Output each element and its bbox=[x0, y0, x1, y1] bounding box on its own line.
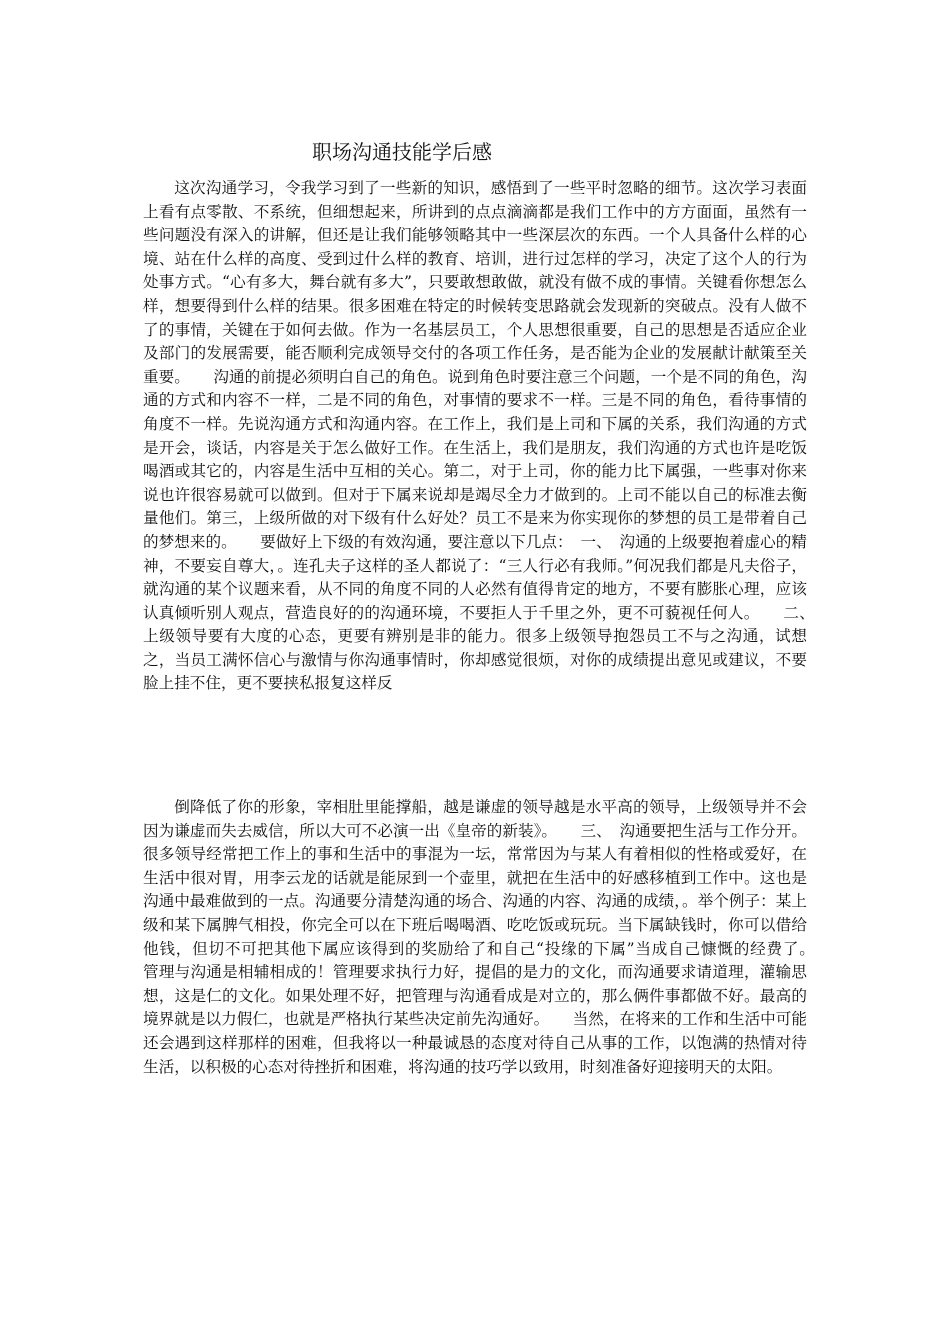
paragraph-2: 倒降低了你的形象，宰相肚里能撑船，越是谦虚的领导越是水平高的领导，上级领导并不会因为谦虚而失去威信，所以大可不必演一出《皇帝的新装》。 三、 沟通要把生活与工作分开。很多领导经常把工作上的事和生活中的事混为一坛，常常因为与某人有着相似的性格或爱好，在生活中很对胃，用李云龙的话就是能尿到一个壶里，就把在生活中的好感移植到工作中。这也是沟通中最难做到的一点。沟通要分清楚沟通的场合、沟通的内容、沟通的成绩，。举个例子：某上级和某下属脾气相投，你完全可以在下班后喝喝酒、吃吃饭或玩玩。当下属缺钱时，你可以借给他钱，但切不可把其他下属应该得到的奖励给了和自己“投缘的下属”当成自己慷慨的经费了。 管理与沟通是相辅相成的！管理要求执行力好，提倡的是力的文化，而沟通要求请道理，灌输思想，这是仁的文化。如果处理不好，把管理与沟通看成是对立的，那么俩件事都做不好。最高的境界就是以力假仁，也就是严格执行某些决定前先沟通好。 当然，在将来的工作和生活中可能还会遇到这样那样的困难，但我将以一种最诚恳的态度对待自己从事的工作，以饱满的热情对待生活，以积极的心态对待挫折和困难，将沟通的技巧学以致用，时刻准备好迎接明天的太阳。 bbox=[143, 798, 839, 1076]
paragraph-1: 这次沟通学习，令我学习到了一些新的知识，感悟到了一些平时忽略的细节。这次学习表面上看有点零散、不系统，但细想起来，所讲到的点点滴滴都是我们工作中的方方面面，虽然有一些问题没有深入的讲解，但还是让我们能够领略其中一些深层次的东西。一个人具备什么样的心境、站在什么样的高度、受到过什么样的教育、培训，进行过怎样的学习，决定了这个人的行为处事方式。“心有多大，舞台就有多大”，只要敢想敢做，就没有做不成的事情。关键看你想怎么样，想要得到什么样的结果。很多困难在特定的时候转变思路就会发现新的突破点。没有人做不了的事情，关键在于如何去做。作为一名基层员工，个人思想很重要，自己的思想是否适应企业及部门的发展需要，能否顺利完成领导交付的各项工作任务，是否能为企业的发展献计献策至关重要。 沟通的前提必须明白自己的角色。说到角色时要注意三个问题，一个是不同的角色，沟通的方式和内容不一样，二是不同的角色，对事情的要求不一样。三是不同的角色，看待事情的角度不一样。先说沟通方式和沟通内容。在工作上，我们是上司和下属的关系，我们沟通的方式是开会，谈话，内容是关于怎么做好工作。在生活上，我们是朋友，我们沟通的方式也许是吃饭喝酒或其它的，内容是生活中互相的关心。第二，对于上司，你的能力比下属强，一些事对你来说也许很容易就可以做到。但对于下属来说却是竭尽全力才做到的。上司不能以自己的标准去衡量他们。第三，上级所做的对下级有什么好处？员工不是来为你实现你的梦想的员工是带着自己的梦想来的。 要做好上下级的有效沟通，要注意以下几点： 一、 沟通的上级要抱着虚心的精神，不要妄自尊大，。连孔夫子这样的圣人都说了：“三人行必有我师。”何况我们都是凡夫俗子，就沟通的某个议题来看，从不同的角度不同的人必然有值得肯定的地方，不要有膨胀心理，应该认真倾听别人观点，营造良好的的沟通环境，不要拒人于千里之外，更不可藐视任何人。 二、 上级领导要有大度的心态，更要有辨别是非的能力。很多上级领导抱怨员工不与之沟通，试想之，当员工满怀信心与激情与你沟通事情时，你却感觉很烦，对你的成绩提出意见或建议，不要脸上挂不住，更不要挟私报复这样反 bbox=[143, 179, 823, 693]
document-title: 职场沟通技能学后感 bbox=[312, 140, 492, 164]
